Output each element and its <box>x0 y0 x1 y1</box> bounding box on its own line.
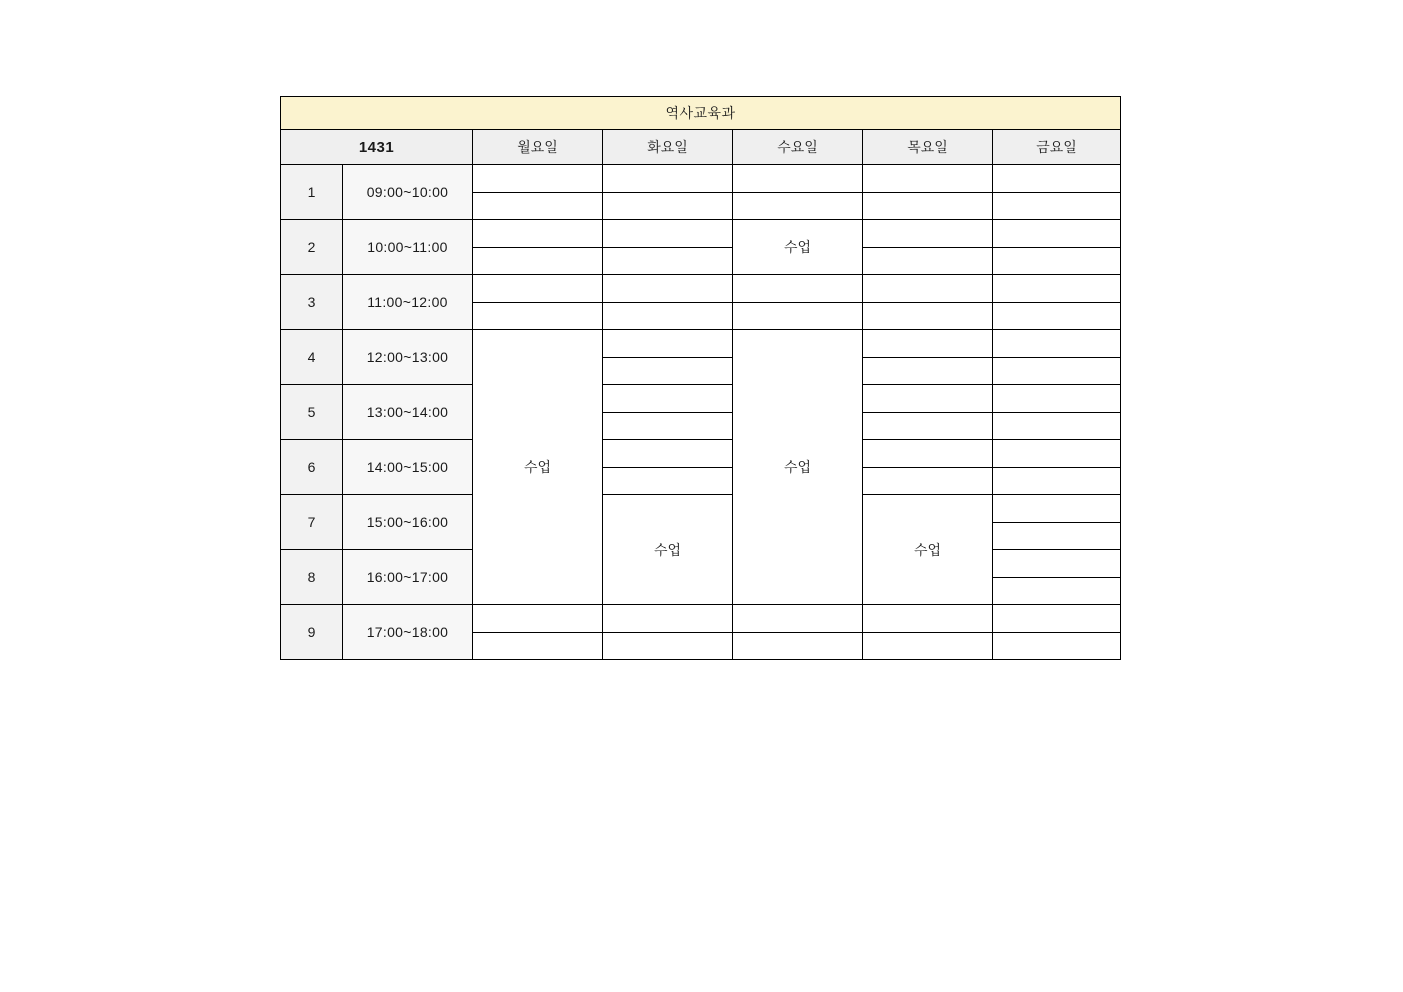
cell-thu-3[interactable] <box>863 275 993 330</box>
cell-thu-9[interactable] <box>863 605 993 660</box>
period-number: 6 <box>281 440 343 495</box>
period-time: 11:00~12:00 <box>343 275 473 330</box>
timetable <box>280 96 1121 660</box>
table-row <box>281 275 1121 330</box>
cell-tue-3[interactable] <box>603 275 733 330</box>
cell-wed-2[interactable]: 수업 <box>733 220 863 275</box>
day-header-fri: 금요일 <box>993 130 1121 165</box>
cell-thu-6[interactable] <box>863 440 993 495</box>
cell-tue-7-8[interactable]: 수업 <box>603 495 733 605</box>
table-row <box>281 165 1121 220</box>
day-header-tue: 화요일 <box>603 130 733 165</box>
table-row <box>281 440 1121 495</box>
period-time: 16:00~17:00 <box>343 550 473 605</box>
cell-tue-6[interactable] <box>603 440 733 495</box>
period-time: 14:00~15:00 <box>343 440 473 495</box>
cell-wed-3[interactable] <box>733 275 863 330</box>
cell-tue-2[interactable] <box>603 220 733 275</box>
table-row <box>281 385 1121 440</box>
cell-wed-1[interactable] <box>733 165 863 220</box>
cell-fri-4[interactable] <box>993 330 1121 385</box>
cell-fri-8[interactable] <box>993 550 1121 605</box>
cell-tue-4[interactable] <box>603 330 733 385</box>
cell-fri-9[interactable] <box>993 605 1121 660</box>
cell-fri-3[interactable] <box>993 275 1121 330</box>
cell-tue-5[interactable] <box>603 385 733 440</box>
period-number: 4 <box>281 330 343 385</box>
day-header-mon: 월요일 <box>473 130 603 165</box>
page-title: 역사교육과 <box>281 97 1121 130</box>
cell-thu-7-8[interactable]: 수업 <box>863 495 993 605</box>
table-row <box>281 605 1121 660</box>
cell-fri-7[interactable] <box>993 495 1121 550</box>
cell-thu-5[interactable] <box>863 385 993 440</box>
cell-tue-9[interactable] <box>603 605 733 660</box>
cell-mon-9[interactable] <box>473 605 603 660</box>
cell-mon-1[interactable] <box>473 165 603 220</box>
period-time: 12:00~13:00 <box>343 330 473 385</box>
cell-mon-4-8[interactable]: 수업 <box>473 330 603 605</box>
day-header-wed: 수요일 <box>733 130 863 165</box>
table-row <box>281 495 1121 550</box>
cell-fri-6[interactable] <box>993 440 1121 495</box>
table-row <box>281 330 1121 385</box>
header-row <box>281 130 1121 165</box>
period-time: 10:00~11:00 <box>343 220 473 275</box>
cell-mon-2[interactable] <box>473 220 603 275</box>
day-header-thu: 목요일 <box>863 130 993 165</box>
cell-thu-4[interactable] <box>863 330 993 385</box>
cell-fri-5[interactable] <box>993 385 1121 440</box>
period-number: 5 <box>281 385 343 440</box>
timetable-sheet <box>280 96 1120 660</box>
cell-fri-2[interactable] <box>993 220 1121 275</box>
period-number: 8 <box>281 550 343 605</box>
period-time: 09:00~10:00 <box>343 165 473 220</box>
cell-mon-3[interactable] <box>473 275 603 330</box>
period-number: 1 <box>281 165 343 220</box>
cell-wed-9[interactable] <box>733 605 863 660</box>
room-code: 1431 <box>281 130 473 165</box>
period-number: 7 <box>281 495 343 550</box>
table-row <box>281 220 1121 275</box>
period-time: 17:00~18:00 <box>343 605 473 660</box>
cell-thu-2[interactable] <box>863 220 993 275</box>
period-number: 3 <box>281 275 343 330</box>
period-time: 15:00~16:00 <box>343 495 473 550</box>
title-row <box>281 97 1121 130</box>
period-number: 2 <box>281 220 343 275</box>
period-time: 13:00~14:00 <box>343 385 473 440</box>
period-number: 9 <box>281 605 343 660</box>
cell-wed-4-8[interactable]: 수업 <box>733 330 863 605</box>
cell-tue-1[interactable] <box>603 165 733 220</box>
cell-fri-1[interactable] <box>993 165 1121 220</box>
cell-thu-1[interactable] <box>863 165 993 220</box>
